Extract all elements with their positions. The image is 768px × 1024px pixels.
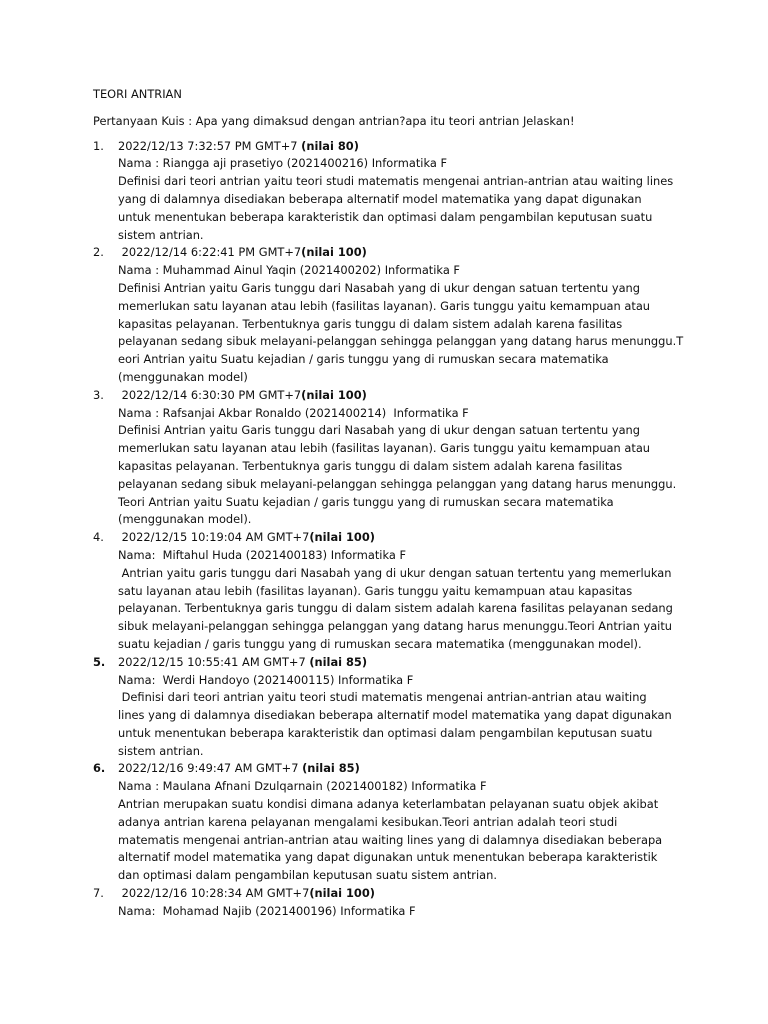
entry-student-name: Nama : Muhammad Ainul Yaqin (2021400202) Informatika F xyxy=(118,263,460,278)
entry-header xyxy=(118,138,693,156)
entry-answer-line: sibuk melayani-pelanggan sehingga pelanggan yang datang harus menunggu.Teori Antrian yaitu xyxy=(118,619,673,634)
entry-student-name: Nama : Rafsanjai Akbar Ronaldo (2021400214) Informatika F xyxy=(118,405,469,420)
document-title: TEORI ANTRIAN xyxy=(93,87,182,101)
entry-header xyxy=(118,885,693,903)
entry-answer-line: Antrian merupakan suatu kondisi dimana adanya keterlambatan pelayanan suatu objek akibat xyxy=(118,797,659,812)
entry-score: (nilai 85) xyxy=(302,761,360,776)
answer-entry xyxy=(93,138,693,245)
entry-answer-line: sistem antrian. xyxy=(118,227,204,242)
entry-answer-line: (menggunakan model). xyxy=(118,512,252,527)
entry-number: 4. xyxy=(93,530,104,545)
entry-student-name: Nama: Werdi Handoyo (2021400115) Informatika F xyxy=(118,672,414,687)
entry-student-name: Nama : Maulana Afnani Dzulqarnain (2021400182) Informatika F xyxy=(118,779,487,794)
entry-header xyxy=(118,387,693,405)
entry-timestamp: 2022/12/16 9:49:47 AM GMT+7 xyxy=(118,761,303,776)
entry-answer-line: kapasitas pelayanan. Terbentuknya garis tunggu di dalam sistem adalah karena fasilitas xyxy=(118,316,623,331)
entry-answer-line: eori Antrian yaitu Suatu kejadian / garis tunggu yang di rumuskan secara matematika xyxy=(118,352,609,367)
entry-answer-line: adanya antrian karena pelayanan mengalami kesibukan.Teori antrian adalah teori studi xyxy=(118,814,618,829)
entry-answer-line: suatu kejadian / garis tunggu yang di rumuskan secara matematika (menggunakan model). xyxy=(118,636,642,651)
answer-entry xyxy=(93,244,693,386)
entry-answer-line: pelayanan sedang sibuk melayani-pelanggan sehingga pelanggan yang datang harus menunggu.T xyxy=(118,334,684,349)
entry-header xyxy=(118,654,693,672)
quiz-question: Pertanyaan Kuis : Apa yang dimaksud dengan antrian?apa itu teori antrian Jelaskan! xyxy=(93,113,575,128)
entry-student-name: Nama: Miftahul Huda (2021400183) Informatika F xyxy=(118,547,407,562)
entry-timestamp: 2022/12/15 10:55:41 AM GMT+7 xyxy=(118,654,310,669)
entry-student-name: Nama: Mohamad Najib (2021400196) Informatika F xyxy=(118,903,416,918)
entry-answer-line: Antrian yaitu garis tunggu dari Nasabah yang di ukur dengan satuan tertentu yang memerlukan xyxy=(118,565,672,580)
entry-answer-line: sistem antrian. xyxy=(118,743,204,758)
answer-entry xyxy=(93,885,693,921)
entry-number: 5. xyxy=(93,654,106,669)
entry-answer-line: (menggunakan model) xyxy=(118,369,248,384)
entry-timestamp: 2022/12/13 7:32:57 PM GMT+7 xyxy=(118,138,302,153)
entry-answer-line: memerlukan satu layanan atau lebih (fasilitas layanan). Garis tunggu yaitu kemampuan atau xyxy=(118,298,651,313)
answer-entry xyxy=(93,387,693,529)
entry-answer-line: pelayanan. Terbentuknya garis tunggu di dalam sistem adalah karena fasilitas pelayanan sedang xyxy=(118,601,673,616)
entry-number: 7. xyxy=(93,886,104,901)
entry-score: (nilai 80) xyxy=(301,138,359,153)
entry-number: 1. xyxy=(93,138,104,153)
entry-number: 2. xyxy=(93,245,104,260)
entry-score: (nilai 100) xyxy=(301,387,367,402)
entry-answer-line: dan optimasi dalam pengambilan keputusan suatu sistem antrian. xyxy=(118,868,497,883)
entry-number: 3. xyxy=(93,387,104,402)
entry-answer-line: Definisi dari teori antrian yaitu teori studi matematis mengenai antrian-antrian atau waiting xyxy=(118,690,647,705)
entry-answer-line: yang di dalamnya disediakan beberapa alternatif model matematika yang dapat digunakan xyxy=(118,191,642,206)
answer-entry xyxy=(93,654,693,761)
entry-score: (nilai 100) xyxy=(309,886,375,901)
entry-number: 6. xyxy=(93,761,106,776)
entry-answer-line: satu layanan atau lebih (fasilitas layanan). Garis tunggu yaitu kemampuan atau kapasitas xyxy=(118,583,633,598)
answer-list xyxy=(93,138,693,921)
entry-answer-line: Definisi dari teori antrian yaitu teori studi matematis mengenai antrian-antrian atau waiting lines xyxy=(118,174,674,189)
entry-header xyxy=(118,529,693,547)
entry-timestamp: 2022/12/15 10:19:04 AM GMT+7 xyxy=(118,530,310,545)
entry-header xyxy=(118,244,693,262)
entry-answer-line: memerlukan satu layanan atau lebih (fasilitas layanan). Garis tunggu yaitu kemampuan atau xyxy=(118,441,651,456)
entry-timestamp: 2022/12/14 6:22:41 PM GMT+7 xyxy=(118,245,302,260)
entry-answer-line: matematis mengenai antrian-antrian atau waiting lines yang di dalamnya disediakan beberapa xyxy=(118,832,663,847)
entry-score: (nilai 85) xyxy=(309,654,368,669)
entry-answer-line: lines yang di dalamnya disediakan beberapa alternatif model matematika yang dapat digunakan xyxy=(118,708,672,723)
document-page xyxy=(93,86,693,921)
answer-entry xyxy=(93,760,693,885)
entry-score: (nilai 100) xyxy=(309,530,375,545)
entry-answer-line: Definisi Antrian yaitu Garis tunggu dari Nasabah yang di ukur dengan satuan tertentu yang xyxy=(118,423,641,438)
entry-answer-line: untuk menentukan beberapa karakteristik dan optimasi dalam pengambilan keputusan suatu xyxy=(118,725,653,740)
entry-student-name: Nama : Riangga aji prasetiyo (2021400216) Informatika F xyxy=(118,156,447,171)
entry-answer-line: Definisi Antrian yaitu Garis tunggu dari Nasabah yang di ukur dengan satuan tertentu yang xyxy=(118,280,641,295)
entry-score: (nilai 100) xyxy=(301,245,367,260)
entry-answer-line: alternatif model matematika yang dapat digunakan untuk menentukan beberapa karakteristik xyxy=(118,850,658,865)
entry-answer-line: Teori Antrian yaitu Suatu kejadian / garis tunggu yang di rumuskan secara matematika xyxy=(118,494,614,509)
entry-answer-line: kapasitas pelayanan. Terbentuknya garis tunggu di dalam sistem adalah karena fasilitas xyxy=(118,458,623,473)
entry-header xyxy=(118,760,693,778)
entry-answer-line: untuk menentukan beberapa karakteristik dan optimasi dalam pengambilan keputusan suatu xyxy=(118,209,653,224)
entry-answer-line: pelayanan sedang sibuk melayani-pelanggan sehingga pelanggan yang datang harus menunggu. xyxy=(118,476,677,491)
answer-entry xyxy=(93,529,693,654)
entry-timestamp: 2022/12/16 10:28:34 AM GMT+7 xyxy=(118,886,310,901)
entry-timestamp: 2022/12/14 6:30:30 PM GMT+7 xyxy=(118,387,302,402)
